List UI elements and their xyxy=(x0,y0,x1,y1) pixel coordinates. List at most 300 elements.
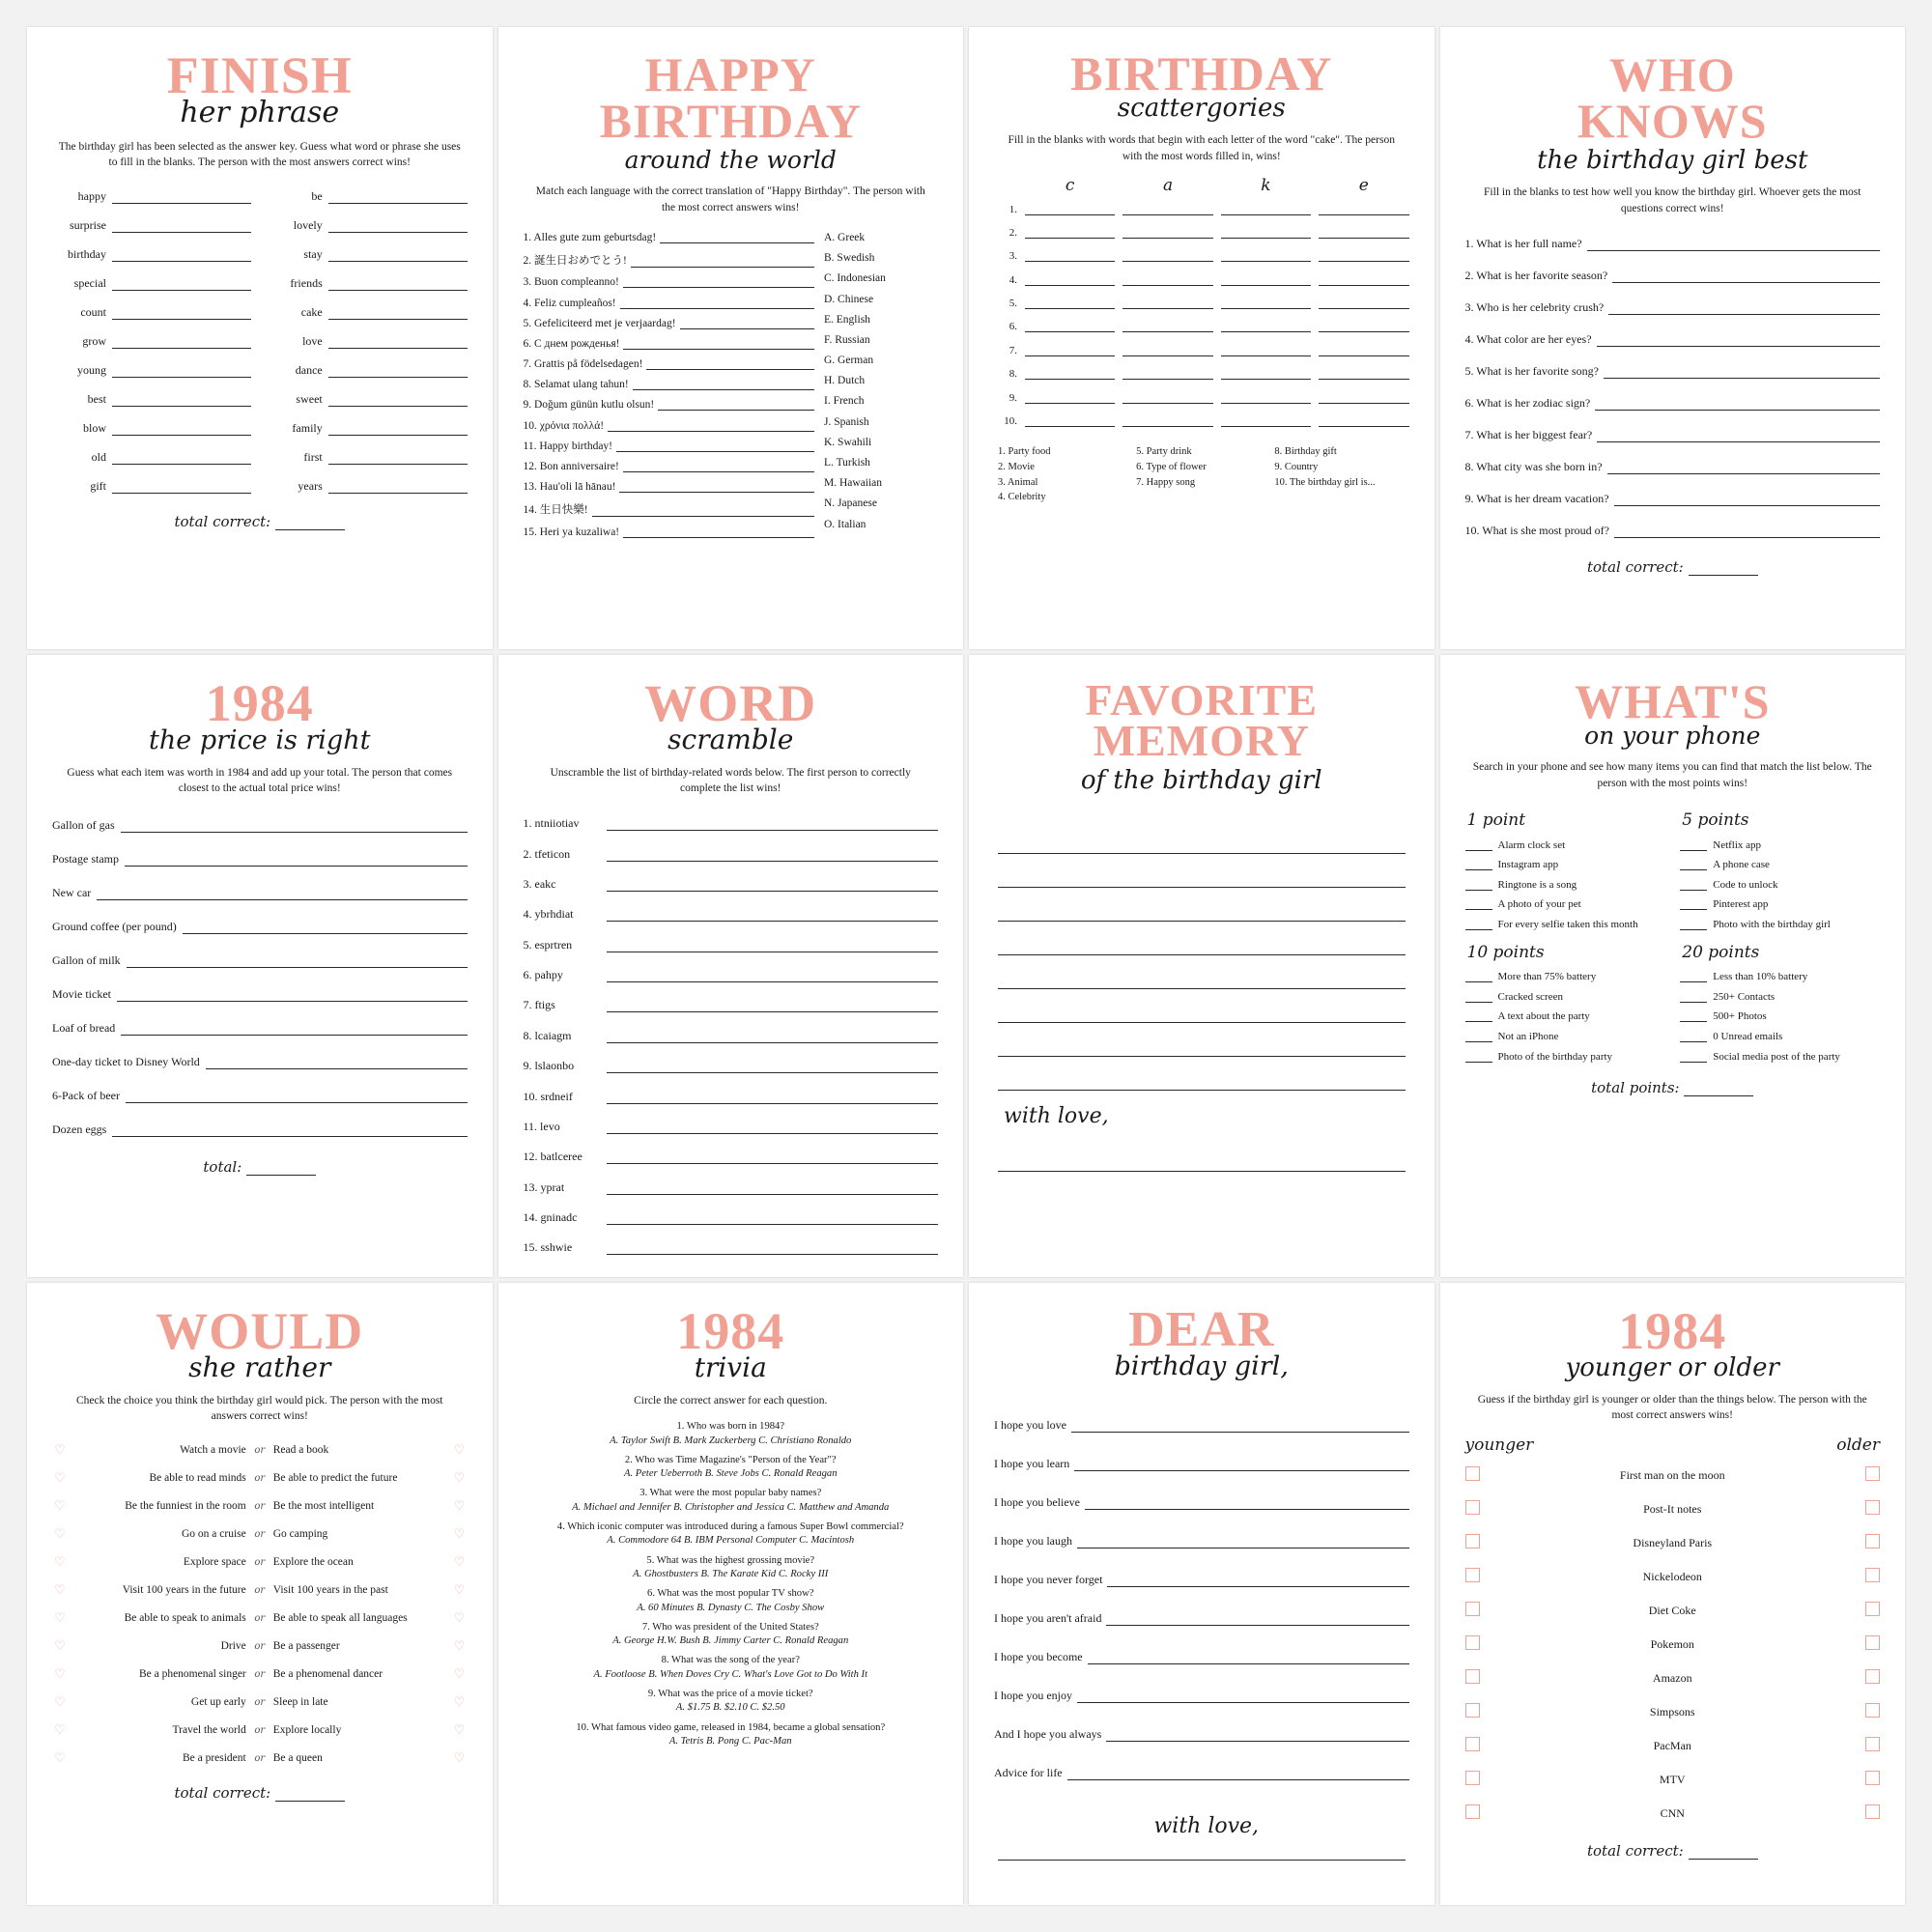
answer-blank[interactable] xyxy=(112,336,251,349)
answer-blank[interactable] xyxy=(607,1242,939,1255)
score-blank[interactable] xyxy=(1465,1010,1492,1022)
answer-blank[interactable] xyxy=(607,1212,939,1225)
answer-blank[interactable] xyxy=(1614,494,1880,506)
heart-icon[interactable]: ♡ xyxy=(453,1694,466,1710)
price-blank[interactable] xyxy=(121,820,468,833)
price-blank[interactable] xyxy=(126,1091,468,1103)
checklist-item[interactable] xyxy=(1465,836,1665,856)
option-b[interactable]: Explore locally xyxy=(272,1724,342,1737)
prompt-row xyxy=(994,1716,1409,1754)
answer-blank[interactable] xyxy=(607,1000,939,1012)
cell-blank[interactable] xyxy=(1221,368,1311,380)
answer-blank[interactable] xyxy=(328,191,468,204)
score-blank[interactable] xyxy=(1465,991,1492,1003)
answer-option[interactable]: L. Turkish xyxy=(824,457,870,469)
cell-blank[interactable] xyxy=(1025,250,1115,262)
answer-blank[interactable] xyxy=(1067,1768,1409,1780)
checklist-item[interactable] xyxy=(1680,836,1880,856)
cell-blank[interactable] xyxy=(1221,298,1311,309)
total-correct xyxy=(1465,558,1881,576)
option-b[interactable]: Visit 100 years in the past xyxy=(272,1584,388,1597)
answer-blank[interactable] xyxy=(592,505,814,517)
option-b[interactable]: Be a phenomenal dancer xyxy=(272,1668,384,1681)
scattergories-rows xyxy=(994,197,1409,433)
answer-blank[interactable] xyxy=(607,1092,939,1104)
checkbox-older[interactable] xyxy=(1822,1466,1880,1485)
checkbox-older[interactable] xyxy=(1822,1669,1880,1688)
cell-blank[interactable] xyxy=(1025,204,1115,215)
answer-blank[interactable] xyxy=(1604,366,1880,379)
score-blank[interactable] xyxy=(1465,1051,1492,1063)
answer-blank[interactable] xyxy=(1107,1575,1408,1587)
cell-blank[interactable] xyxy=(1122,250,1212,262)
answer-blank[interactable] xyxy=(328,307,468,320)
cell-blank[interactable] xyxy=(1025,345,1115,356)
answer-options[interactable]: A. George H.W. Bush B. Jimmy Carter C. Ronald Reagan xyxy=(612,1635,849,1647)
option-a[interactable]: Go on a cruise xyxy=(182,1528,246,1541)
checkbox-younger[interactable] xyxy=(1465,1602,1523,1620)
total-blank[interactable] xyxy=(1684,1083,1753,1096)
option-a[interactable]: Be a phenomenal singer xyxy=(138,1668,246,1681)
checklist-item[interactable] xyxy=(1680,1008,1880,1028)
heart-icon[interactable]: ♡ xyxy=(54,1750,66,1766)
cell-blank[interactable] xyxy=(1319,392,1408,404)
checkbox-younger[interactable] xyxy=(1465,1500,1523,1519)
answer-blank[interactable] xyxy=(633,379,814,390)
answer-blank[interactable] xyxy=(607,1151,939,1164)
checkbox-older[interactable] xyxy=(1822,1804,1880,1823)
cell-blank[interactable] xyxy=(1319,321,1408,332)
cell-blank[interactable] xyxy=(1319,368,1408,380)
heart-icon[interactable]: ♡ xyxy=(453,1666,466,1682)
heart-icon[interactable]: ♡ xyxy=(54,1442,66,1458)
answer-blank[interactable] xyxy=(1608,302,1880,315)
writing-line[interactable] xyxy=(998,955,1406,989)
answer-blank[interactable] xyxy=(112,452,251,465)
heart-icon[interactable]: ♡ xyxy=(453,1610,466,1626)
option-b[interactable]: Be a passenger xyxy=(272,1640,340,1653)
cell-blank[interactable] xyxy=(1319,345,1408,356)
checklist-item[interactable] xyxy=(1465,875,1665,895)
checkbox-younger[interactable] xyxy=(1465,1771,1523,1789)
checklist-item[interactable] xyxy=(1680,988,1880,1009)
cell-blank[interactable] xyxy=(1221,204,1311,215)
checklist-item[interactable] xyxy=(1680,915,1880,935)
checklist-item[interactable] xyxy=(1465,1047,1665,1067)
checklist-item[interactable] xyxy=(1465,968,1665,988)
letter-c: c xyxy=(1065,176,1075,196)
answer-blank[interactable] xyxy=(1106,1729,1408,1742)
spacer xyxy=(994,176,1017,195)
cell-blank[interactable] xyxy=(1025,274,1115,286)
answer-blank[interactable] xyxy=(607,970,939,982)
prompt-row xyxy=(994,1484,1409,1522)
checkbox-older[interactable] xyxy=(1822,1771,1880,1789)
option-a[interactable]: Watch a movie xyxy=(180,1444,246,1457)
heart-icon[interactable]: ♡ xyxy=(453,1526,466,1542)
cell-blank[interactable] xyxy=(1122,368,1212,380)
cell-blank[interactable] xyxy=(1319,204,1408,215)
answer-option[interactable]: J. Spanish xyxy=(824,415,869,428)
cell-blank[interactable] xyxy=(1319,298,1408,309)
answer-option[interactable]: A. Greek xyxy=(824,231,866,243)
answer-blank[interactable] xyxy=(1077,1690,1409,1703)
price-blank[interactable] xyxy=(121,1023,467,1036)
answer-blank[interactable] xyxy=(1106,1613,1408,1626)
option-b[interactable]: Explore the ocean xyxy=(272,1556,354,1569)
answer-blank[interactable] xyxy=(608,420,814,432)
answer-blank[interactable] xyxy=(328,365,468,378)
answer-blank[interactable] xyxy=(328,278,468,291)
writing-line[interactable] xyxy=(998,1057,1406,1091)
answer-blank[interactable] xyxy=(112,307,251,320)
total-blank[interactable] xyxy=(275,1788,345,1802)
question-row xyxy=(1465,292,1881,324)
checkbox-older[interactable] xyxy=(1822,1635,1880,1654)
option-b[interactable]: Be able to speak all languages xyxy=(272,1612,408,1625)
cell-blank[interactable] xyxy=(1025,415,1115,427)
signature-line[interactable] xyxy=(998,1138,1406,1172)
answer-blank[interactable] xyxy=(631,256,814,268)
rather-row xyxy=(52,1605,468,1633)
heart-icon[interactable]: ♡ xyxy=(54,1526,66,1542)
answer-options[interactable]: A. 60 Minutes B. Dynasty C. The Cosby Show xyxy=(637,1602,825,1613)
answer-options[interactable]: A. Peter Ueberroth B. Steve Jobs C. Ronald Reagan xyxy=(623,1468,838,1480)
option-a[interactable]: Be the funniest in the room xyxy=(125,1500,246,1513)
score-blank[interactable] xyxy=(1680,1051,1707,1063)
score-blank[interactable] xyxy=(1465,879,1492,891)
checkbox-older[interactable] xyxy=(1822,1602,1880,1620)
writing-line[interactable] xyxy=(998,1023,1406,1057)
answer-option[interactable]: I. French xyxy=(824,395,865,408)
heart-icon[interactable]: ♡ xyxy=(54,1554,66,1570)
answer-blank[interactable] xyxy=(623,526,814,538)
or-label: or xyxy=(254,1584,266,1596)
answer-option[interactable]: G. German xyxy=(824,355,874,367)
price-blank[interactable] xyxy=(112,1124,467,1137)
card-title: 1984 xyxy=(676,1302,785,1360)
checklist-item[interactable] xyxy=(1680,856,1880,876)
checkbox-older[interactable] xyxy=(1822,1568,1880,1586)
phrase-row xyxy=(524,395,815,415)
answer-blank[interactable] xyxy=(1614,526,1880,538)
answer-blank[interactable] xyxy=(616,440,814,452)
checkbox-younger[interactable] xyxy=(1465,1804,1523,1823)
answer-options[interactable]: A. Taylor Swift B. Mark Zuckerberg C. Christiano Ronaldo xyxy=(610,1435,852,1446)
cell-blank[interactable] xyxy=(1025,298,1115,309)
checklist-item[interactable] xyxy=(1680,895,1880,916)
option-b[interactable]: Go camping xyxy=(272,1528,328,1541)
price-blank[interactable] xyxy=(117,989,468,1002)
cell-blank[interactable] xyxy=(1122,298,1212,309)
writing-line[interactable] xyxy=(998,820,1406,854)
answer-blank[interactable] xyxy=(607,879,939,892)
answer-blank[interactable] xyxy=(328,423,468,436)
writing-line[interactable] xyxy=(998,989,1406,1023)
card-would-she-rather xyxy=(27,1283,493,1905)
answer-blank[interactable] xyxy=(1074,1459,1408,1471)
cell-blank[interactable] xyxy=(1221,345,1311,356)
cell-blank[interactable] xyxy=(1122,321,1212,332)
writing-line[interactable] xyxy=(998,888,1406,922)
answer-options[interactable]: A. Tetris B. Pong C. Pac-Man xyxy=(668,1735,792,1747)
answer-blank[interactable] xyxy=(623,276,814,288)
answer-option[interactable]: O. Italian xyxy=(824,518,867,530)
writing-line[interactable] xyxy=(998,922,1406,955)
checkbox-older[interactable] xyxy=(1822,1737,1880,1755)
cell-blank[interactable] xyxy=(1122,345,1212,356)
checklist-item[interactable] xyxy=(1680,968,1880,988)
heart-icon[interactable]: ♡ xyxy=(54,1582,66,1598)
answer-blank[interactable] xyxy=(112,365,251,378)
cell-blank[interactable] xyxy=(1122,392,1212,404)
scrambled-word: 3. eakc xyxy=(523,876,556,891)
price-blank[interactable] xyxy=(183,922,468,934)
checkbox-older[interactable] xyxy=(1822,1534,1880,1552)
answer-blank[interactable] xyxy=(620,298,814,309)
answer-blank[interactable] xyxy=(646,358,814,370)
price-blank[interactable] xyxy=(127,955,468,968)
score-blank[interactable] xyxy=(1680,879,1707,891)
answer-blank[interactable] xyxy=(658,399,814,411)
answer-blank[interactable] xyxy=(1071,1420,1409,1433)
scrambled-word: 7. ftigs xyxy=(523,998,555,1012)
cell-blank[interactable] xyxy=(1122,274,1212,286)
answer-blank[interactable] xyxy=(623,461,814,472)
option-b[interactable]: Be a queen xyxy=(272,1752,323,1765)
answer-options[interactable]: A. Commodore 64 B. IBM Personal Computer C. Macintosh xyxy=(607,1535,855,1547)
answer-blank[interactable] xyxy=(112,394,251,407)
answer-blank[interactable] xyxy=(1597,430,1880,442)
trivia-item xyxy=(524,1621,939,1649)
answer-blank[interactable] xyxy=(328,220,468,233)
checkbox-older[interactable] xyxy=(1822,1500,1880,1519)
answer-blank[interactable] xyxy=(328,452,468,465)
score-blank[interactable] xyxy=(1680,991,1707,1003)
answer-blank[interactable] xyxy=(1088,1652,1409,1664)
answer-blank[interactable] xyxy=(607,1182,939,1195)
cell-blank[interactable] xyxy=(1221,321,1311,332)
checkbox-younger[interactable] xyxy=(1465,1737,1523,1755)
option-b[interactable]: Be the most intelligent xyxy=(272,1500,375,1513)
scrambled-word: 10. srdneif xyxy=(523,1089,573,1103)
cell-blank[interactable] xyxy=(1122,415,1212,427)
heart-icon[interactable]: ♡ xyxy=(453,1638,466,1654)
option-b[interactable]: Sleep in late xyxy=(272,1696,328,1709)
checklist-item[interactable] xyxy=(1465,895,1665,916)
score-blank[interactable] xyxy=(1465,898,1492,910)
answer-blank[interactable] xyxy=(328,394,468,407)
answer-blank[interactable] xyxy=(1085,1497,1409,1510)
total-blank[interactable] xyxy=(1689,562,1758,576)
checkbox-younger[interactable] xyxy=(1465,1703,1523,1721)
answer-option[interactable]: N. Japanese xyxy=(824,497,877,510)
checklist-item[interactable] xyxy=(1680,1028,1880,1048)
checkbox-younger[interactable] xyxy=(1465,1534,1523,1552)
answer-option[interactable]: F. Russian xyxy=(824,333,870,346)
checklist-item[interactable] xyxy=(1465,1008,1665,1028)
checklist-item[interactable] xyxy=(1465,915,1665,935)
cell-blank[interactable] xyxy=(1025,227,1115,239)
prompt-label: I hope you laugh xyxy=(994,1534,1072,1548)
answer-options[interactable]: A. Footloose B. When Doves Cry C. What's Love Got to Do With It xyxy=(593,1668,868,1680)
checklist-item[interactable] xyxy=(1680,875,1880,895)
heart-icon[interactable]: ♡ xyxy=(453,1470,466,1486)
heart-icon[interactable]: ♡ xyxy=(453,1442,466,1458)
option-a[interactable]: Travel the world xyxy=(172,1724,246,1737)
answer-blank[interactable] xyxy=(607,1122,939,1134)
answer-blank[interactable] xyxy=(1607,462,1880,474)
answer-blank[interactable] xyxy=(112,249,251,262)
answer-blank[interactable] xyxy=(1595,398,1880,411)
option-a[interactable]: Be able to read minds xyxy=(149,1472,246,1485)
score-blank[interactable] xyxy=(1465,859,1492,870)
answer-option[interactable]: D. Chinese xyxy=(824,293,874,305)
cell-blank[interactable] xyxy=(1221,415,1311,427)
word-label: blow xyxy=(83,421,106,436)
heart-icon[interactable]: ♡ xyxy=(54,1694,66,1710)
answer-blank[interactable] xyxy=(619,481,814,493)
checkbox-younger[interactable] xyxy=(1465,1635,1523,1654)
checklist-item[interactable] xyxy=(1465,856,1665,876)
cell-blank[interactable] xyxy=(1319,227,1408,239)
answer-options[interactable]: A. $1.75 B. $2.10 C. $2.50 xyxy=(675,1702,785,1714)
option-a[interactable]: Be a president xyxy=(182,1752,246,1765)
heart-icon[interactable]: ♡ xyxy=(453,1554,466,1570)
answer-options[interactable]: A. Ghostbusters B. The Karate Kid C. Rocky III xyxy=(633,1568,829,1579)
score-blank[interactable] xyxy=(1680,859,1707,870)
heart-icon[interactable]: ♡ xyxy=(453,1722,466,1738)
writing-line[interactable] xyxy=(998,854,1406,888)
score-blank[interactable] xyxy=(1680,898,1707,910)
option-a[interactable]: Drive xyxy=(220,1640,246,1653)
heart-icon[interactable]: ♡ xyxy=(54,1498,66,1514)
total-blank[interactable] xyxy=(246,1162,316,1176)
answer-blank[interactable] xyxy=(328,336,468,349)
score-blank[interactable] xyxy=(1465,971,1492,982)
cell-blank[interactable] xyxy=(1319,250,1408,262)
checklist-item[interactable] xyxy=(1680,1047,1880,1067)
score-blank[interactable] xyxy=(1680,1031,1707,1042)
item-label: Not an iPhone xyxy=(1497,1030,1559,1042)
option-a[interactable]: Visit 100 years in the future xyxy=(122,1584,246,1597)
prompt-label: I hope you learn xyxy=(994,1457,1070,1471)
answer-blank[interactable] xyxy=(112,481,251,494)
cell-blank[interactable] xyxy=(1221,227,1311,239)
answer-blank[interactable] xyxy=(607,849,939,862)
price-blank[interactable] xyxy=(125,854,468,867)
answer-options[interactable]: A. Michael and Jennifer B. Christopher and Jessica C. Matthew and Amanda xyxy=(572,1501,890,1513)
total-blank[interactable] xyxy=(1689,1846,1758,1860)
option-b[interactable]: Read a book xyxy=(272,1444,329,1457)
cell-blank[interactable] xyxy=(1221,274,1311,286)
spacer xyxy=(1523,1435,1823,1455)
cell-blank[interactable] xyxy=(1221,392,1311,404)
answer-blank[interactable] xyxy=(607,818,939,831)
option-a[interactable]: Get up early xyxy=(190,1696,246,1709)
checkbox-younger[interactable] xyxy=(1465,1568,1523,1586)
checkbox-younger[interactable] xyxy=(1465,1466,1523,1485)
phrase-row xyxy=(524,293,815,313)
language-match-grid xyxy=(524,227,939,542)
answer-option[interactable]: E. English xyxy=(824,313,870,326)
answer-blank[interactable] xyxy=(660,232,814,243)
score-blank[interactable] xyxy=(1680,971,1707,982)
score-blank[interactable] xyxy=(1465,1031,1492,1042)
heart-icon[interactable]: ♡ xyxy=(54,1722,66,1738)
cell-blank[interactable] xyxy=(1319,274,1408,286)
option-b[interactable]: Be able to predict the future xyxy=(272,1472,398,1485)
answer-blank[interactable] xyxy=(112,191,251,204)
answer-blank[interactable] xyxy=(607,940,939,952)
answer-blank[interactable] xyxy=(1587,239,1880,251)
answer-option[interactable]: H. Dutch xyxy=(824,375,866,387)
price-blank[interactable] xyxy=(97,888,467,900)
heart-icon[interactable]: ♡ xyxy=(453,1750,466,1766)
answer-blank[interactable] xyxy=(328,249,468,262)
answer-blank[interactable] xyxy=(1597,334,1880,347)
cell-blank[interactable] xyxy=(1025,368,1115,380)
answer-blank[interactable] xyxy=(607,1061,939,1073)
cell-blank[interactable] xyxy=(1025,392,1115,404)
cell-blank[interactable] xyxy=(1122,204,1212,215)
table-row xyxy=(994,339,1409,362)
score-blank[interactable] xyxy=(1465,919,1492,930)
heart-icon[interactable]: ♡ xyxy=(54,1638,66,1654)
answer-blank[interactable] xyxy=(607,909,939,922)
heart-icon[interactable]: ♡ xyxy=(453,1498,466,1514)
answer-blank[interactable] xyxy=(112,220,251,233)
option-a[interactable]: Explore space xyxy=(183,1556,246,1569)
answer-blank[interactable] xyxy=(1612,270,1880,283)
answer-blank[interactable] xyxy=(623,338,814,350)
score-blank[interactable] xyxy=(1465,839,1492,851)
answer-blank[interactable] xyxy=(112,423,251,436)
score-blank[interactable] xyxy=(1680,1010,1707,1022)
answer-blank[interactable] xyxy=(112,278,251,291)
answer-option[interactable]: K. Swahili xyxy=(824,436,872,448)
or-label: or xyxy=(254,1724,266,1736)
cell-blank[interactable] xyxy=(1319,415,1408,427)
checklist-item[interactable] xyxy=(1465,988,1665,1009)
scramble-row xyxy=(524,899,939,929)
price-blank[interactable] xyxy=(206,1057,468,1069)
option-a[interactable]: Be able to speak to animals xyxy=(124,1612,246,1625)
answer-option[interactable]: C. Indonesian xyxy=(824,272,886,285)
heart-icon[interactable]: ♡ xyxy=(54,1666,66,1682)
checklist-item[interactable] xyxy=(1465,1028,1665,1048)
cell-blank[interactable] xyxy=(1025,321,1115,332)
answer-blank[interactable] xyxy=(680,318,814,329)
checkbox-younger[interactable] xyxy=(1465,1669,1523,1688)
signature-line[interactable] xyxy=(998,1844,1406,1861)
score-blank[interactable] xyxy=(1680,839,1707,851)
answer-option[interactable]: M. Hawaiian xyxy=(824,477,883,490)
card-title: DEAR xyxy=(1128,1302,1275,1357)
answer-blank[interactable] xyxy=(328,481,468,494)
answer-option[interactable]: B. Swedish xyxy=(824,252,875,265)
checkbox-older[interactable] xyxy=(1822,1703,1880,1721)
cell-blank[interactable] xyxy=(1122,227,1212,239)
answer-blank[interactable] xyxy=(607,1031,939,1043)
answer-blank[interactable] xyxy=(1077,1536,1409,1548)
total-blank[interactable] xyxy=(275,517,345,530)
heart-icon[interactable]: ♡ xyxy=(54,1470,66,1486)
heart-icon[interactable]: ♡ xyxy=(54,1610,66,1626)
heart-icon[interactable]: ♡ xyxy=(453,1582,466,1598)
cell-blank[interactable] xyxy=(1221,250,1311,262)
score-blank[interactable] xyxy=(1680,919,1707,930)
